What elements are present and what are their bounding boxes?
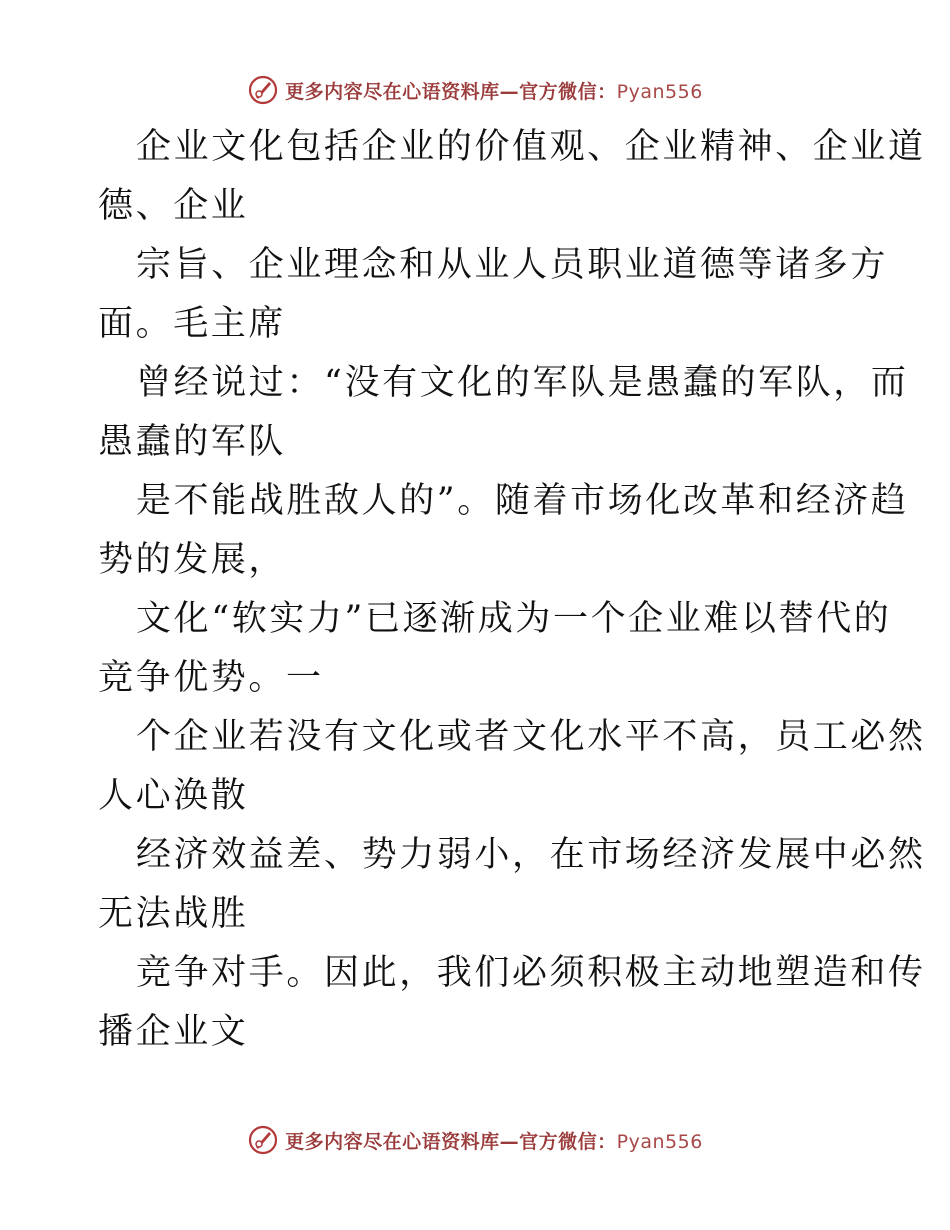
paragraph — [98, 590, 892, 708]
paragraph-line: 曾经说过：“没有文化的军队是愚蠢的军队，而 — [136, 363, 909, 403]
paragraph-line: 势的发展， — [98, 540, 287, 580]
banner-label: 更多内容尽在心语资料库—官方微信： — [285, 1130, 617, 1153]
paragraph-line: 宗旨、企业理念和从业人员职业道德等诸多方 — [136, 245, 889, 285]
paragraph — [98, 944, 926, 1062]
paragraph-line: 个企业若没有文化或者文化水平不高，员工必然 — [136, 717, 926, 757]
paragraph — [98, 826, 926, 944]
footer-banner — [0, 1120, 950, 1160]
paragraph — [98, 354, 909, 472]
paragraph-line: 愚蠢的军队 — [98, 422, 287, 462]
document-body — [98, 118, 926, 1062]
wechat-id: Pyan556 — [616, 1130, 703, 1153]
paragraph-line: 竞争优势。一 — [98, 658, 324, 698]
paragraph-line: 无法战胜 — [98, 894, 249, 934]
banner-text — [285, 77, 703, 104]
quill-seal-icon — [247, 74, 279, 106]
paragraph-line: 德、企业 — [98, 186, 249, 226]
paragraph — [98, 236, 889, 354]
paragraph — [98, 708, 926, 826]
paragraph-line: 企业文化包括企业的价值观、企业精神、企业道 — [136, 127, 926, 167]
paragraph-line: 人心涣散 — [98, 776, 249, 816]
paragraph-line: 是不能战胜敌人的”。随着市场化改革和经济趋 — [136, 481, 909, 521]
paragraph-line: 经济效益差、势力弱小，在市场经济发展中必然 — [136, 835, 926, 875]
paragraph-line: 播企业文 — [98, 1012, 249, 1052]
paragraph — [98, 472, 909, 590]
wechat-id: Pyan556 — [616, 80, 703, 103]
quill-seal-icon — [247, 1124, 279, 1156]
banner-label: 更多内容尽在心语资料库—官方微信： — [285, 80, 617, 103]
paragraph-line: 文化“软实力”已逐渐成为一个企业难以替代的 — [136, 599, 892, 639]
paragraph-line: 面。毛主席 — [98, 304, 287, 344]
paragraph-line: 竞争对手。因此，我们必须积极主动地塑造和传 — [136, 953, 926, 993]
banner-text — [285, 1127, 703, 1154]
header-banner — [0, 70, 950, 110]
paragraph — [98, 118, 926, 236]
